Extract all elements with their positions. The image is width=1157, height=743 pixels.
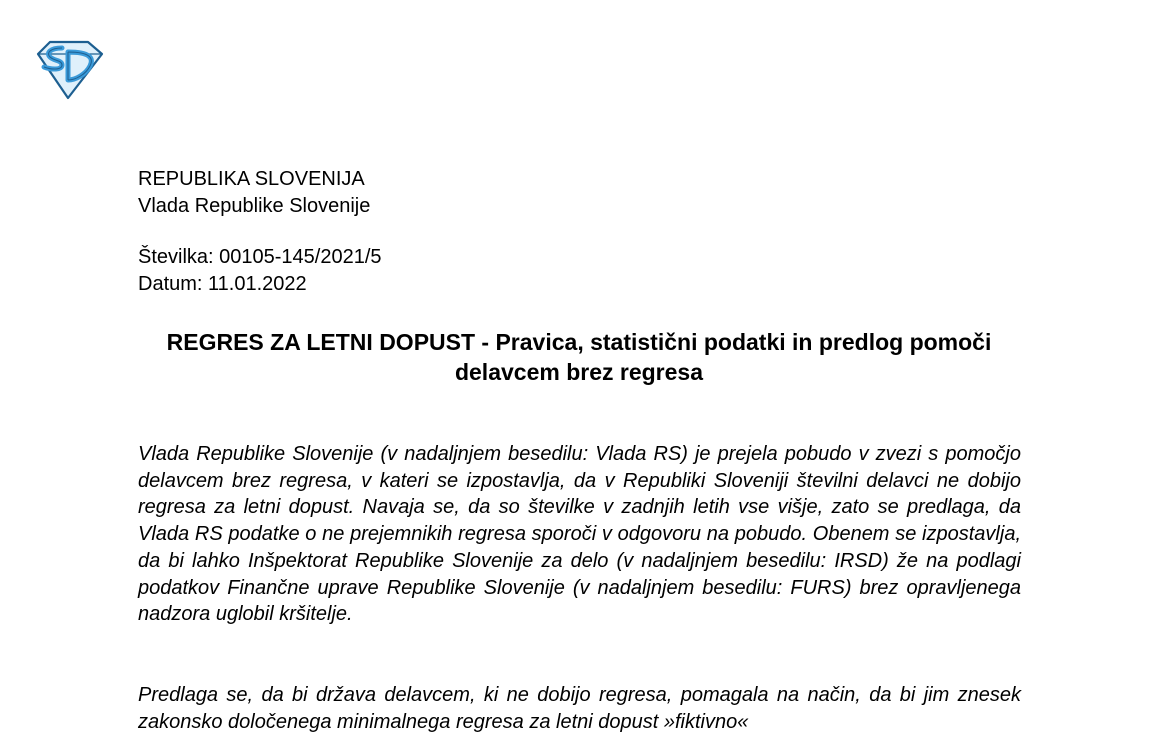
- sender-block: [138, 166, 370, 220]
- document-number: Številka: 00105-145/2021/5: [138, 246, 382, 268]
- sender-institution: Vlada Republike Slovenije: [138, 195, 371, 217]
- document-title: REGRES ZA LETNI DOPUST - Pravica, statistični podatki in predlog pomoči delavcem brez regresa: [166, 329, 992, 385]
- body-paragraph-1: Vlada Republike Slovenije (v nadaljnjem besedilu: Vlada RS) je prejela pobudo v zvezi s pomočjo delavcem brez regresa, v kateri se izpostavlja, da v Republiki Sloveniji številni delavci ne dobijo regresa za letni dopust. Navaja se, da so številke v zadnjih letih vse višje, zato se predlaga, da Vlada RS podatke o ne prejemnikih regresa sporoči v odgovoru na pobudo. Obenem se izpostavlja, da bi lahko Inšpektorat Republike Slovenije za delo (v nadaljnjem besedilu: IRSD) že na podlagi podatkov Finančne uprave Republike Slovenije (v nadaljnjem besedilu: FURS) brez opravljenega nadzora uglobil kršitelje.: [138, 443, 1021, 626]
- document-meta: [138, 244, 382, 298]
- sender-country: REPUBLIKA SLOVENIJA: [138, 168, 365, 190]
- sd-shield-logo-icon: [32, 40, 104, 100]
- document-date: Datum: 11.01.2022: [138, 273, 307, 295]
- body-paragraph-2: Predlaga se, da bi država delavcem, ki ne dobijo regresa, pomagala na način, da bi jim znesek zakonsko določenega minimalnega regresa za letni dopust »fiktivno«: [138, 684, 1021, 733]
